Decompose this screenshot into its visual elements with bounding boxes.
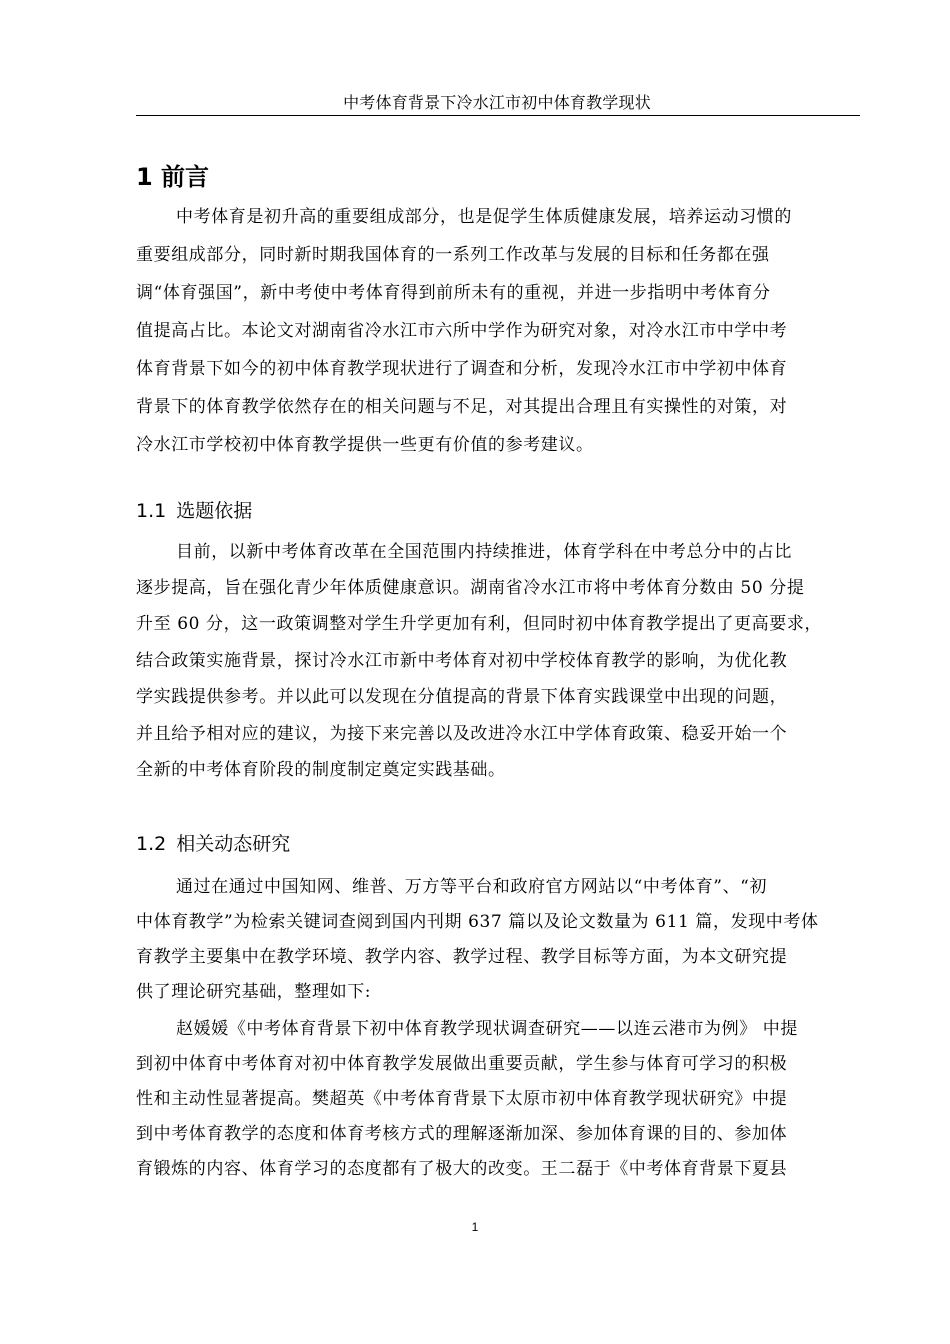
section-number: 1.1 bbox=[136, 500, 167, 522]
page-number: 1 bbox=[471, 1220, 479, 1234]
text-line: 供了理论研究基础，整理如下: bbox=[136, 982, 372, 1002]
text-line: 育教学主要集中在教学环境、教学内容、教学过程、教学目标等方面，为本文研究提 bbox=[136, 947, 788, 967]
text-line: 升至 60 分，这一政策调整对学生升学更加有利，但同时初中体育教学提出了更高要求， bbox=[136, 614, 823, 634]
section-heading-1-1 bbox=[136, 497, 252, 525]
text-line: 到中考体育教学的态度和体育考核方式的理解逐渐加深、参加体育课的目的、参加体 bbox=[136, 1124, 788, 1144]
text-line: 通过在通过中国知网、维普、万方等平台和政府官方网站以“中考体育”、“初 bbox=[176, 877, 768, 897]
section-title: 相关动态研究 bbox=[176, 833, 291, 855]
text-line: 中体育教学”为检索关键词查阅到国内刊期 637 篇以及论文数量为 611 篇，发现中考体 bbox=[136, 912, 819, 932]
text-line: 调“体育强国”，新中考使中考体育得到前所未有的重视，并进一步指明中考体育分 bbox=[136, 283, 771, 303]
text-line: 重要组成部分，同时新时期我国体育的一系列工作改革与发展的目标和任务都在强 bbox=[136, 245, 770, 265]
text-line: 体育背景下如今的初中体育教学现状进行了调查和分析，发现冷水江市中学初中体育 bbox=[136, 359, 788, 379]
running-header: 中考体育背景下冷水江市初中体育教学现状 bbox=[343, 93, 651, 112]
text-line: 中考体育是初升高的重要组成部分，也是促学生体质健康发展，培养运动习惯的 bbox=[176, 207, 792, 227]
section-heading-1-2 bbox=[136, 830, 290, 858]
section-number: 1.2 bbox=[136, 833, 167, 855]
text-line: 值提高占比。本论文对湖南省冷水江市六所中学作为研究对象，对冷水江市中学中考 bbox=[136, 321, 788, 341]
text-line: 性和主动性显著提高。樊超英《中考体育背景下太原市初中体育教学现状研究》中提 bbox=[136, 1089, 788, 1109]
section-title: 选题依据 bbox=[176, 500, 253, 522]
text-line: 逐步提高，旨在强化青少年体质健康意识。湖南省冷水江市将中考体育分数由 50 分提 bbox=[136, 578, 805, 598]
text-line: 结合政策实施背景，探讨冷水江市新中考体育对初中学校体育教学的影响，为优化教 bbox=[136, 651, 788, 671]
text-line: 学实践提供参考。并以此可以发现在分值提高的背景下体育实践课堂中出现的问题， bbox=[136, 687, 788, 707]
section-heading-1: 1 前言 bbox=[136, 163, 210, 191]
text-line: 冷水江市学校初中体育教学提供一些更有价值的参考建议。 bbox=[136, 435, 594, 455]
text-line: 赵媛媛《中考体育背景下初中体育教学现状调查研究——以连云港市为例》 中提 bbox=[176, 1019, 799, 1039]
text-line: 全新的中考体育阶段的制度制定奠定实践基础。 bbox=[136, 760, 506, 780]
header-rule bbox=[136, 115, 860, 116]
text-line: 育锻炼的内容、体育学习的态度都有了极大的改变。王二磊于《中考体育背景下夏县 bbox=[136, 1159, 788, 1179]
text-line: 并且给予相对应的建议，为接下来完善以及改进冷水江中学体育政策、稳妥开始一个 bbox=[136, 724, 788, 744]
text-line: 背景下的体育教学依然存在的相关问题与不足，对其提出合理且有实操性的对策，对 bbox=[136, 397, 788, 417]
text-line: 目前，以新中考体育改革在全国范围内持续推进，体育学科在中考总分中的占比 bbox=[176, 542, 792, 562]
text-line: 到初中体育中考体育对初中体育教学发展做出重要贡献，学生参与体育可学习的积极 bbox=[136, 1054, 788, 1074]
